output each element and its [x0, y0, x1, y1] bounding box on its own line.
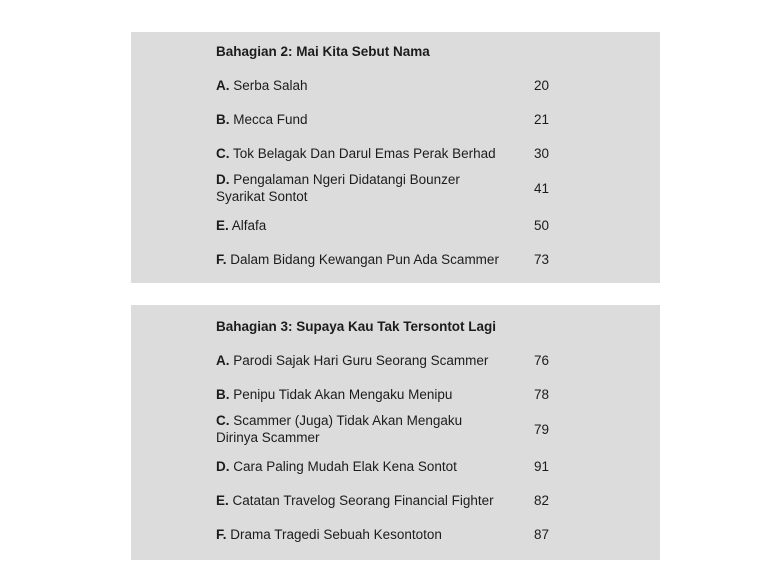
entry-page-number: 87 [534, 527, 550, 542]
entry-letter: F. [216, 527, 227, 542]
entry-letter: E. [216, 218, 229, 233]
entry-page-number: 20 [534, 78, 550, 93]
entry-page-number: 30 [534, 146, 550, 161]
entry-letter: D. [216, 172, 230, 187]
entry-page-number: 79 [534, 422, 550, 437]
entry-letter: E. [216, 493, 229, 508]
entry-page-number: 50 [534, 218, 550, 233]
section-title: Bahagian 3: Supaya Kau Tak Tersontot Lagi [216, 319, 497, 334]
entry-letter: B. [216, 112, 230, 127]
entry-title: Mecca Fund [233, 112, 308, 127]
entry-title: Serba Salah [233, 78, 308, 93]
entry-page-number: 82 [534, 493, 550, 508]
toc-section-bahagian-2 [131, 32, 642, 283]
entry-letter: A. [216, 78, 230, 93]
entry-title: Tok Belagak Dan Darul Emas Perak Berhad [233, 146, 496, 161]
entry-title: Scammer (Juga) Tidak Akan Mengaku Dirinya Scammer [216, 413, 463, 445]
entry-title: Pengalaman Ngeri Didatangi Bounzer Syarikat Sontot [216, 172, 460, 204]
entry-page-number: 78 [534, 387, 550, 402]
entry-page-number: 73 [534, 252, 550, 267]
entry-letter: B. [216, 387, 230, 402]
entry-page-number: 41 [534, 181, 550, 196]
toc-section-bahagian-3 [131, 305, 642, 560]
entry-letter: C. [216, 413, 230, 428]
entry-page-number: 21 [534, 112, 550, 127]
panel-gap [642, 283, 660, 305]
entry-title: Alfafa [231, 218, 267, 233]
entry-title: Cara Paling Mudah Elak Kena Sontot [233, 459, 457, 474]
entry-page-number: 76 [534, 353, 550, 368]
entry-title: Drama Tragedi Sebuah Kesontoton [230, 527, 442, 542]
section-title: Bahagian 2: Mai Kita Sebut Nama [216, 44, 430, 59]
entry-letter: F. [216, 252, 227, 267]
entry-title: Dalam Bidang Kewangan Pun Ada Scammer [230, 252, 499, 267]
entry-page-number: 91 [534, 459, 550, 474]
entry-title: Catatan Travelog Seorang Financial Fighter [232, 493, 494, 508]
entry-letter: D. [216, 459, 230, 474]
entry-letter: C. [216, 146, 230, 161]
entry-letter: A. [216, 353, 230, 368]
entry-title: Parodi Sajak Hari Guru Seorang Scammer [233, 353, 489, 368]
entry-title: Penipu Tidak Akan Mengaku Menipu [233, 387, 453, 402]
